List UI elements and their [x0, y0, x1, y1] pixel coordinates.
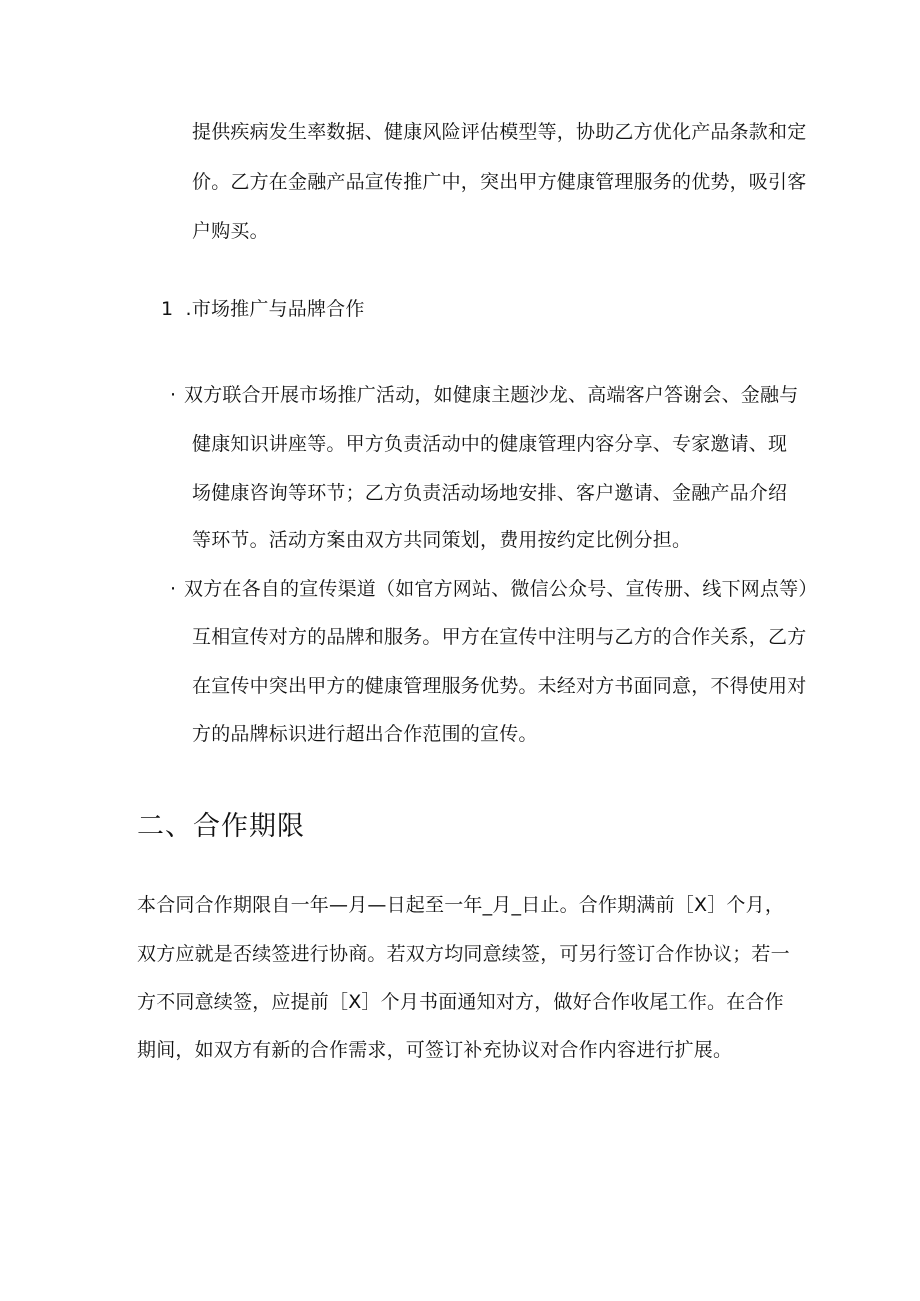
- section-heading: 二、合作期限: [137, 811, 305, 842]
- bullet-line: 双方在各自的宣传渠道（如官方网站、微信公众号、宣传册、线下网点等）: [184, 578, 818, 600]
- bullet-marker: ·: [170, 384, 177, 406]
- subsection-title: .市场推广与品牌合作: [185, 298, 365, 320]
- bullet-line: 在宣传中突出甲方的健康管理服务优势。未经对方书面同意，不得使用对: [192, 675, 807, 697]
- intro-line: 户购买。: [192, 220, 269, 242]
- bullet-line: 等环节。活动方案由双方共同策划，费用按约定比例分担。: [192, 529, 692, 551]
- paragraph-line: 期间，如双方有新的合作需求，可签订补充协议对合作内容进行扩展。: [137, 1039, 733, 1061]
- bullet-line: 互相宣传对方的品牌和服务。甲方在宣传中注明与乙方的合作关系，乙方: [192, 626, 807, 648]
- paragraph-line: 双方应就是否续签进行协商。若双方均同意续签，可另行签订合作协议；若一: [137, 943, 790, 965]
- paragraph-line: 方不同意续签，应提前［X］个月书面通知对方，做好合作收尾工作。在合作: [137, 991, 784, 1013]
- bullet-line: 双方联合开展市场推广活动，如健康主题沙龙、高端客户答谢会、金融与: [184, 384, 799, 406]
- intro-line: 提供疾病发生率数据、健康风险评估模型等，协助乙方优化产品条款和定: [192, 121, 807, 143]
- bullet-line: 方的品牌标识进行超出合作范围的宣传。: [192, 723, 538, 745]
- bullet-marker: ·: [170, 578, 177, 600]
- subsection-number: 1: [161, 298, 174, 320]
- bullet-line: 健康知识讲座等。甲方负责活动中的健康管理内容分享、专家邀请、现: [192, 433, 788, 455]
- subsection-heading: [161, 297, 365, 321]
- bullet-line: 场健康咨询等环节；乙方负责活动场地安排、客户邀请、金融产品介绍: [192, 482, 788, 504]
- paragraph-line: 本合同合作期限自一年—月—日起至一年_月_日止。合作期满前［X］个月，: [137, 894, 785, 916]
- intro-line: 价。乙方在金融产品宣传推广中，突出甲方健康管理服务的优势，吸引客: [192, 171, 807, 193]
